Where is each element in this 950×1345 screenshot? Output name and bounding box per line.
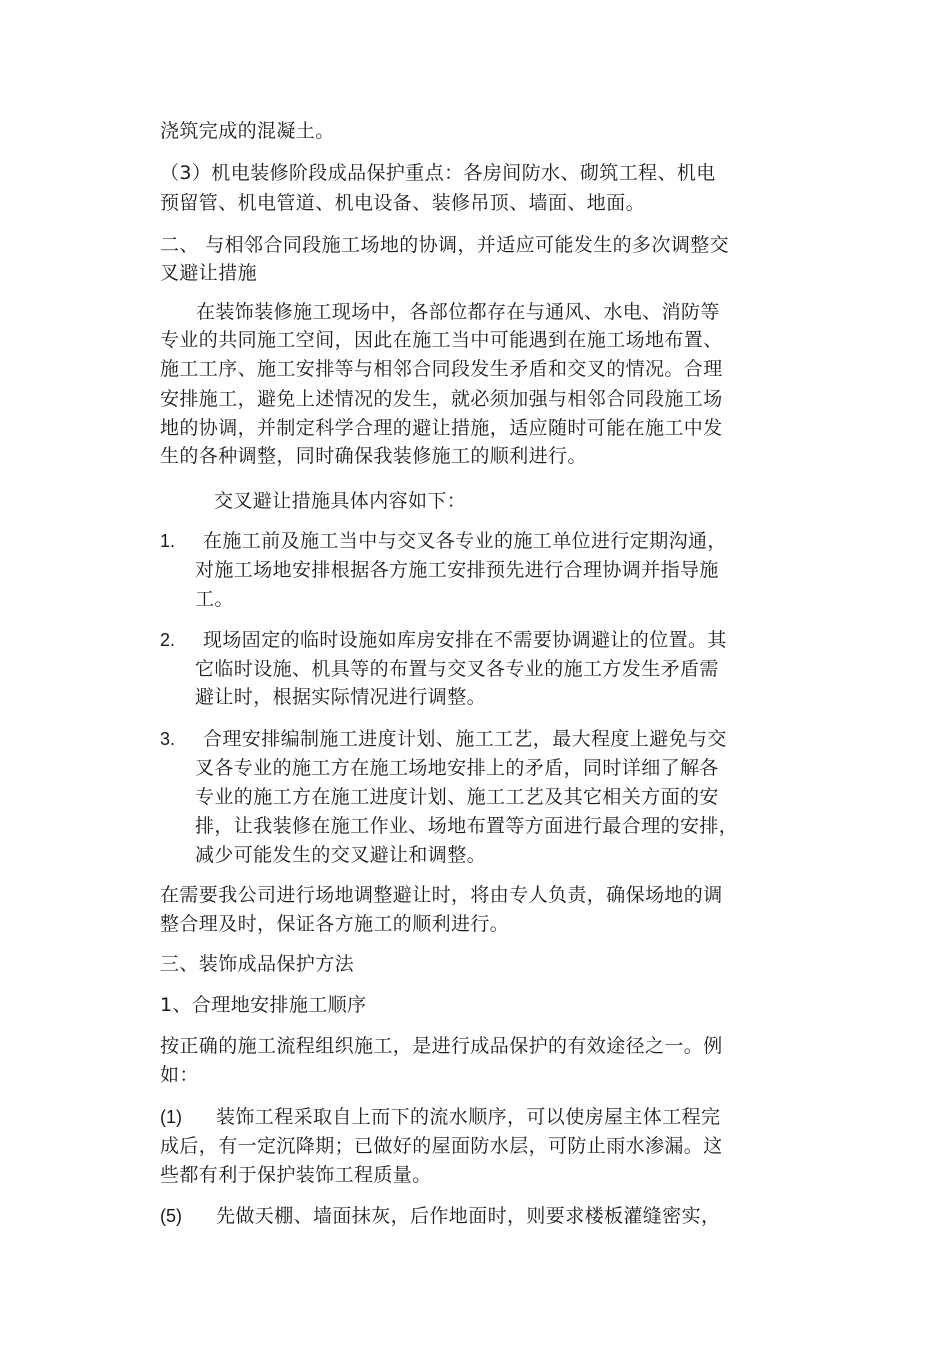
text-line: 预留管、机电管道、机电设备、装修吊顶、墙面、地面。 xyxy=(160,192,646,214)
list-number: 3. xyxy=(160,729,176,749)
list-item-text: 专业的施工方在施工进度计划、施工工艺及其它相关方面的安 xyxy=(195,786,719,808)
text-line: 在装饰装修施工现场中，各部位都存在与通风、水电、消防等 xyxy=(196,301,720,323)
list-item-text: 先做天棚、墙面抹灰，后作地面时，则要求楼板灌缝密实， xyxy=(216,1205,721,1227)
list-number: 1. xyxy=(160,531,176,551)
list-item-text: 现场固定的临时设施如库房安排在不需要协调避让的位置。其 xyxy=(203,629,727,651)
list-number: (5) xyxy=(160,1206,182,1226)
list-item-text: 叉各专业的施工方在施工场地安排上的矛盾，同时详细了解各 xyxy=(195,757,719,779)
text-line: 在需要我公司进行场地调整避让时，将由专人负责，确保场地的调 xyxy=(160,884,723,906)
text-line: 施工工序、施工安排等与相邻合同段发生矛盾和交叉的情况。合理 xyxy=(160,358,723,380)
section-heading: 二、 与相邻合同段施工场地的协调，并适应可能发生的多次调整交 xyxy=(160,234,730,256)
text-line: 地的协调，并制定科学合理的避让措施，适应随时可能在施工中发 xyxy=(160,417,723,439)
list-item-text: 工。 xyxy=(195,588,234,610)
text-line: 如： xyxy=(160,1064,199,1086)
text-line: 生的各种调整，同时确保我装修施工的顺利进行。 xyxy=(160,445,587,467)
subsection-heading: 1、合理地安排施工顺序 xyxy=(160,994,367,1016)
list-number: 2. xyxy=(160,630,176,650)
text-line: 专业的共同施工空间，因此在施工当中可能遇到在施工场地布置、 xyxy=(160,329,723,351)
text-line: 安排施工，避免上述情况的发生，就必须加强与相邻合同段施工场 xyxy=(160,388,723,410)
text-line: 交叉避让措施具体内容如下： xyxy=(214,490,467,512)
text-line: 浇筑完成的混凝土。 xyxy=(160,120,335,142)
section-heading: 叉避让措施 xyxy=(160,262,258,284)
text-line: （3）机电装修阶段成品保护重点：各房间防水、砌筑工程、机电 xyxy=(160,162,716,184)
section-heading: 三、装饰成品保护方法 xyxy=(160,953,355,975)
list-item-text: 成后，有一定沉降期；已做好的屋面防水层，可防止雨水渗漏。这 xyxy=(160,1135,723,1157)
list-item-text: 它临时设施、机具等的布置与交叉各专业的施工方发生矛盾需 xyxy=(195,658,719,680)
list-item-text: 减少可能发生的交叉避让和调整。 xyxy=(195,844,487,866)
list-item-text: 些都有利于保护装饰工程质量。 xyxy=(160,1164,432,1186)
list-item-text: 合理安排编制施工进度计划、施工工艺，最大程度上避免与交 xyxy=(203,728,727,750)
text-line: 整合理及时，保证各方施工的顺利进行。 xyxy=(160,913,510,935)
list-item-text: 对施工场地安排根据各方施工安排预先进行合理协调并指导施 xyxy=(195,559,719,581)
list-item-text: 避让时，根据实际情况进行调整。 xyxy=(195,686,487,708)
list-number: (1) xyxy=(160,1107,182,1127)
text-line: 按正确的施工流程组织施工，是进行成品保护的有效途径之一。例 xyxy=(160,1035,723,1057)
list-item-text: 排，让我装修在施工作业、场地布置等方面进行最合理的安排， xyxy=(195,815,739,837)
list-item-text: 在施工前及施工当中与交叉各专业的施工单位进行定期沟通， xyxy=(203,530,727,552)
list-item-text: 装饰工程采取自上而下的流水顺序，可以使房屋主体工程完 xyxy=(216,1106,721,1128)
